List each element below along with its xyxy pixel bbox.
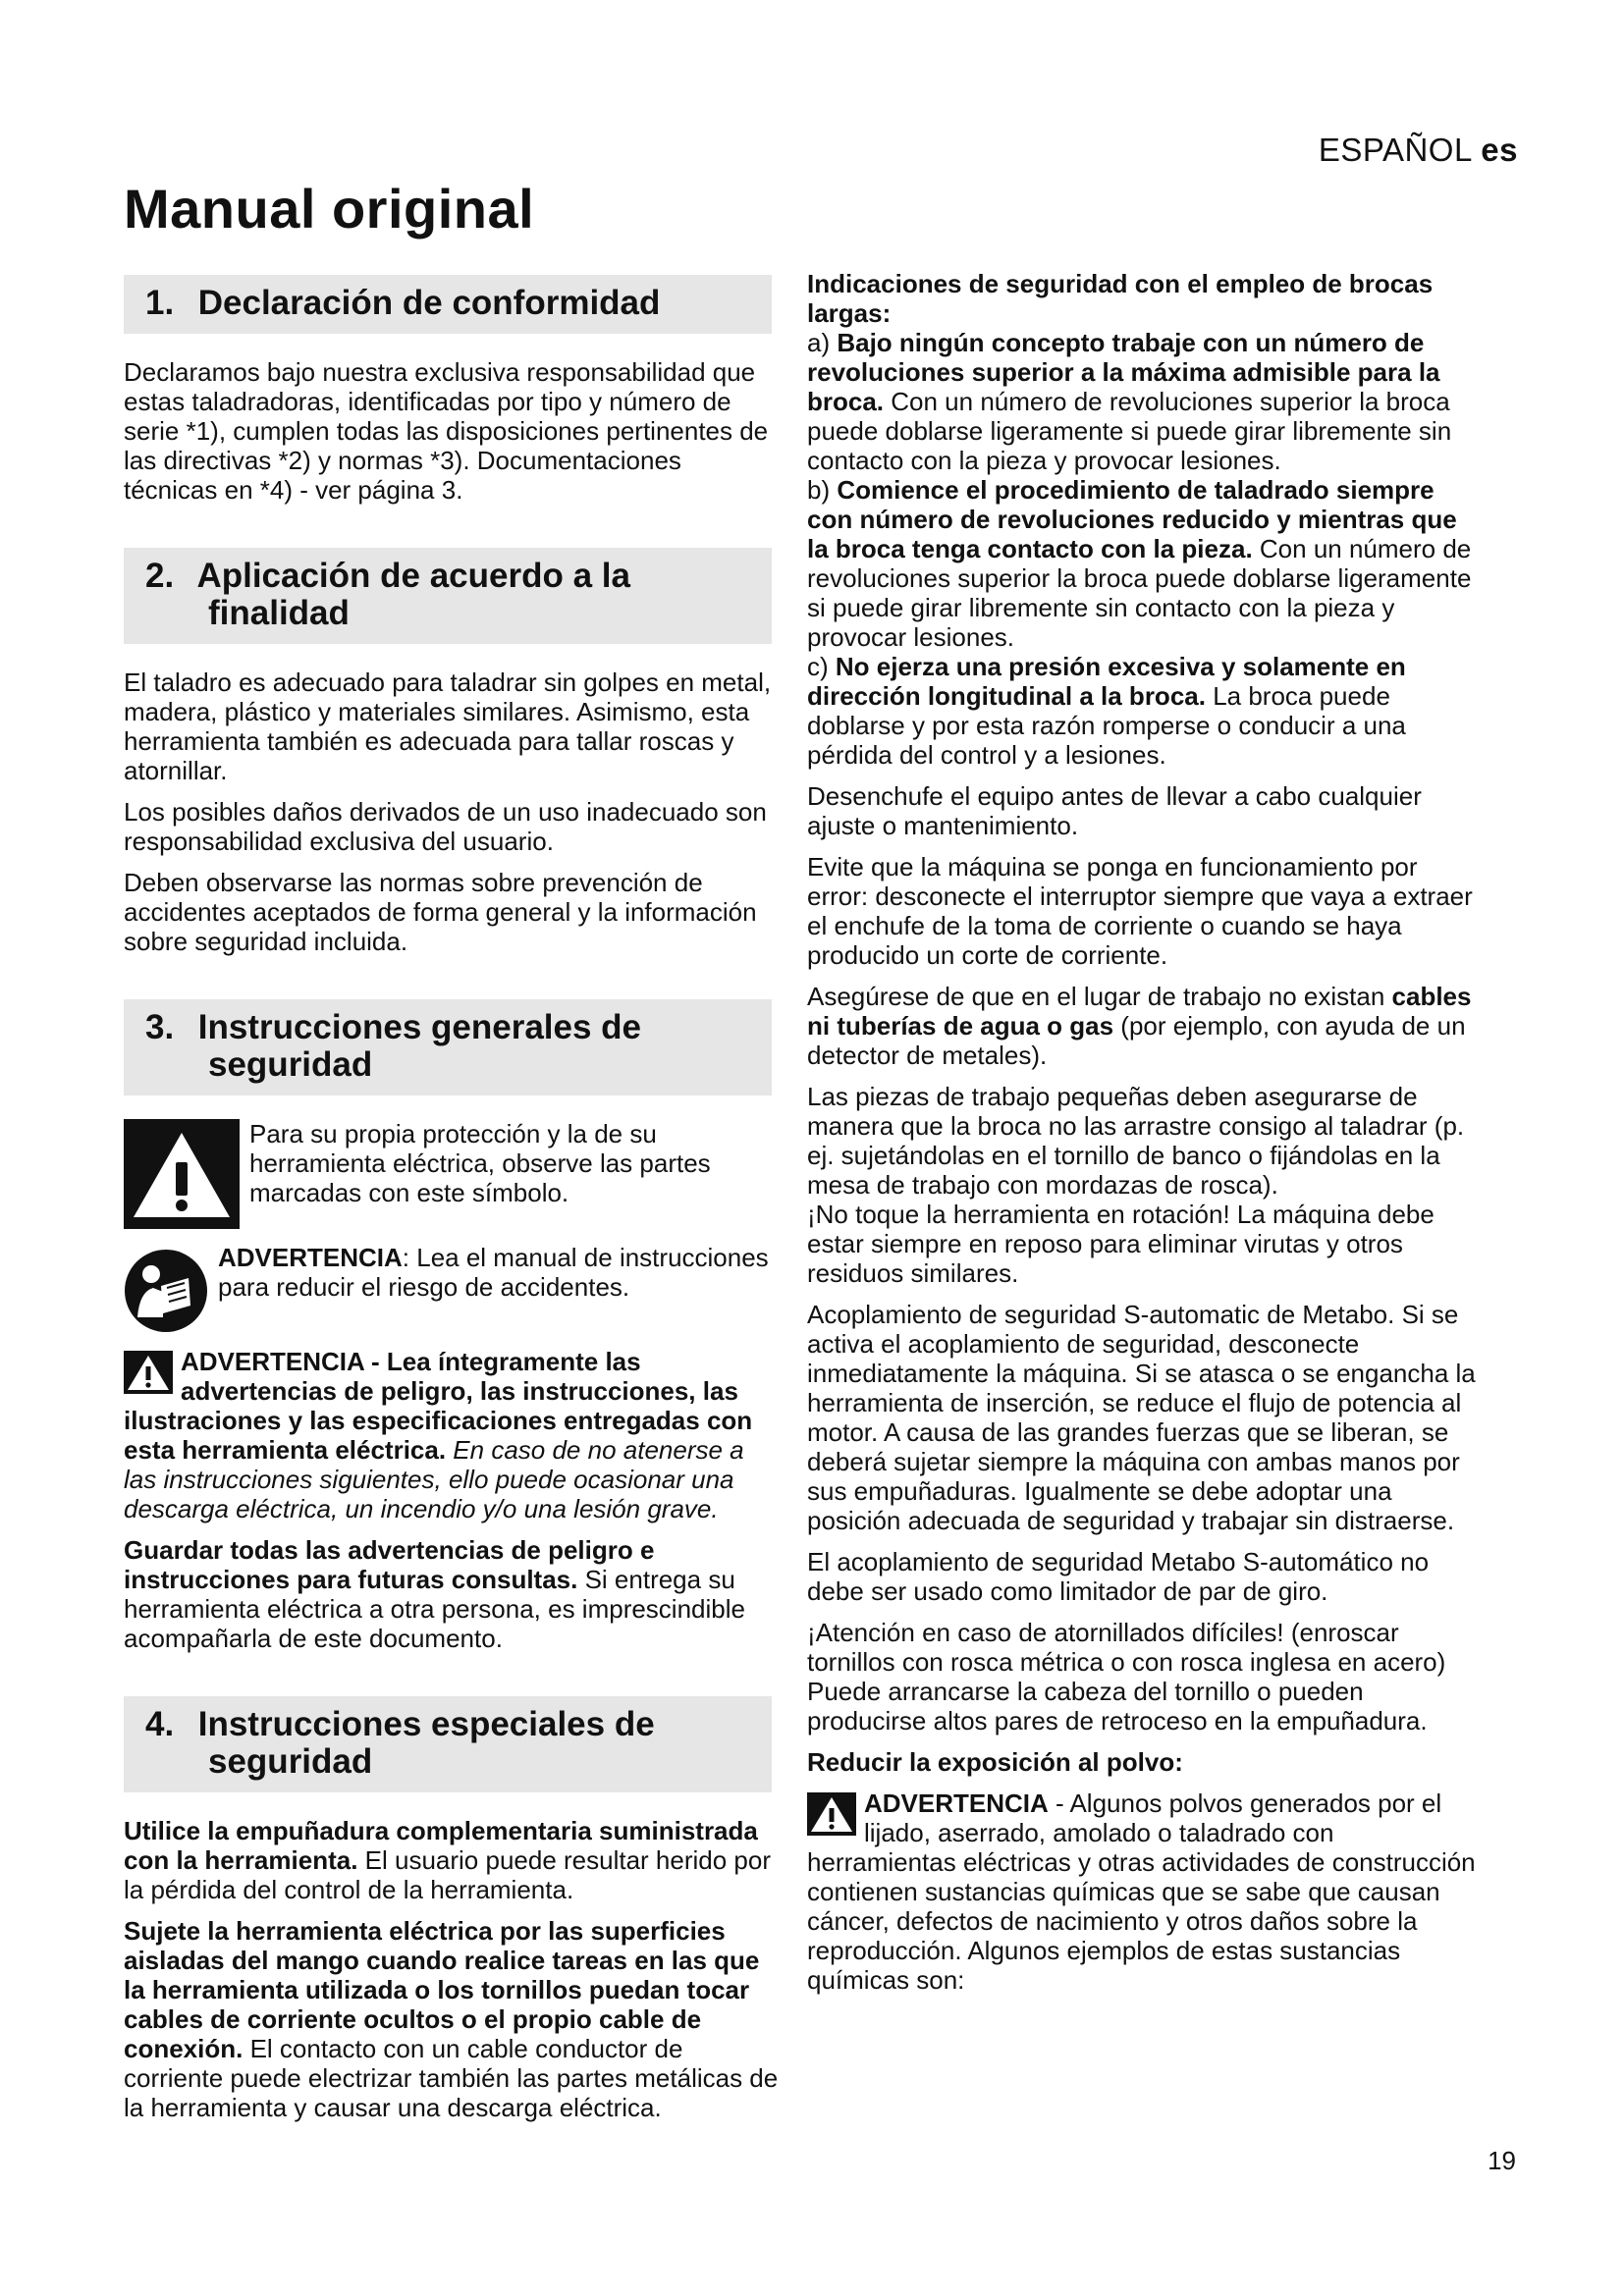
warning-read-all-bold: ADVERTENCIA - Lea íntegramente las advertencias de peligro, las instrucciones, las ilustraciones y las especificaciones entregadas con esta herramienta eléctrica.: [124, 1347, 753, 1465]
read-manual-notice: [124, 1243, 780, 1333]
page-number: 19: [1488, 2146, 1516, 2175]
section-title: Instrucciones especiales de: [197, 1705, 655, 1743]
warning-read-all-italic: En caso de no atenerse a las instrucciones siguientes, ello puede ocasionar una descarga eléctrica, un incendio y/o una lesión grave.: [124, 1435, 744, 1523]
dust-warning-text: - Algunos polvos generados por el lijado, aserrado, amolado o taladrado con herramientas eléctricas y otras actividades de construcción contienen sustancias químicas que se sabe que causan cáncer, defectos de nacimiento y otros daños sobre la reproducción. Algunos ejemplos de estas sustancias químicas son:: [807, 1789, 1476, 1995]
section-heading-4: [124, 1696, 772, 1792]
section-title: Declaración de conformidad: [197, 284, 661, 322]
section-title: Instrucciones generales de: [197, 1008, 642, 1046]
item-a: [807, 328, 1485, 475]
left-column: [124, 267, 780, 2134]
insulated-grip-bold: Sujete la herramienta eléctrica por las superficies aisladas del mango cuando realice tareas en las que la herramienta utilizada o los tornillos puedan tocar cables de corriente ocultos o el propio cable de conexión.: [124, 1916, 760, 2063]
item-c-bold: No ejerza una presión excesiva y solamente en dirección longitudinal a la broca.: [807, 652, 1406, 711]
section-title-cont: seguridad: [208, 1045, 373, 1084]
section-number: 1.: [145, 284, 175, 322]
attention-text: ¡Atención en caso de atornillados difíciles! (enroscar tornillos con rosca métrica o con rosca inglesa en acero) Puede arrancarse la cabeza del tornillo o pueden producirse altos pares de retroceso en la empuñadura.: [807, 1618, 1446, 1735]
symbol-notice-text: Para su propia protección y la de su herramienta eléctrica, observe las partes marcadas con este símbolo.: [249, 1119, 711, 1207]
auxiliary-handle-rest: El usuario puede resultar herido por la pérdida del control de la herramienta.: [124, 1845, 772, 1904]
hidden-cables-bold: cables ni tuberías de agua o gas: [807, 982, 1472, 1041]
warning-read-all: [124, 1347, 780, 1523]
auxiliary-handle-text: [124, 1816, 780, 1904]
avoid-start-text: Evite que la máquina se ponga en funcionamiento por error: desconecte el interruptor siempre que vaya a extraer el enchufe de la toma de corriente o cuando se haya producido un corte de corriente.: [807, 852, 1473, 970]
keep-warnings-bold: Guardar todas las advertencias de peligro e instrucciones para futuras consultas.: [124, 1535, 655, 1594]
intended-use-text: El taladro es adecuado para taladrar sin golpes en metal, madera, plástico y materiales similares. Asimismo, esta herramienta también es adecuada para tallar roscas y atornillar.: [124, 667, 772, 785]
insulated-grip-rest: El contacto con un cable conductor de corriente puede electrizar también las partes metálicas de la herramienta y causar una descarga eléctrica.: [124, 2034, 779, 2122]
accident-rules-text: Deben observarse las normas sobre prevención de accidentes aceptados de forma general y la información sobre seguridad incluida.: [124, 868, 757, 956]
read-manual-bold: ADVERTENCIA: [218, 1243, 403, 1272]
item-c-text: La broca puede doblarse y por esta razón romperse o conducir a una pérdida del control y a lesiones.: [807, 681, 1406, 770]
hidden-cables-post: (por ejemplo, con ayuda de un detector de metales).: [807, 1011, 1466, 1070]
section-number: 3.: [145, 1008, 175, 1046]
hidden-cables-pre: Asegúrese de que en el lugar de trabajo no existan: [807, 982, 1392, 1011]
dust-heading: Reducir la exposición al polvo:: [807, 1747, 1183, 1777]
no-touch-text: ¡No toque la herramienta en rotación! La máquina debe estar siempre en reposo para eliminar virutas y otros residuos similares.: [807, 1200, 1435, 1288]
warning-triangle-icon: [124, 1119, 240, 1229]
s-automatic-limit-text: El acoplamiento de seguridad Metabo S-automático no debe ser usado como limitador de par de giro.: [807, 1547, 1430, 1606]
section-title-cont: seguridad: [208, 1742, 373, 1781]
read-manual-icon: [124, 1249, 208, 1333]
item-a-label: a): [807, 328, 838, 357]
section-heading-3: [124, 999, 772, 1095]
item-b-text: Con un número de revoluciones superior la broca puede doblarse ligeramente si puede girar libremente sin contacto con la pieza y provocar lesiones.: [807, 534, 1472, 652]
keep-warnings-text: Si entrega su herramienta eléctrica a otra persona, es imprescindible acompañarla de este documento.: [124, 1565, 745, 1653]
right-column: [807, 269, 1485, 2006]
small-pieces-text: Las piezas de trabajo pequeñas deben asegurarse de manera que la broca no las arrastre consigo al taladrar (p. ej. sujetándolas en el tornillo de banco o fijándolas en la mesa de trabajo con mordazas de rosca).: [807, 1082, 1465, 1200]
conformity-text: Declaramos bajo nuestra exclusiva responsabilidad que estas taladradoras, identificadas por tipo y número de serie *1), cumplen todas las disposiciones pertinentes de las directivas *2) y normas *3). Documentaciones técnicas en *4) - ver página 3.: [124, 357, 769, 505]
section-heading-2: [124, 548, 772, 644]
unplug-text: Desenchufe el equipo antes de llevar a cabo cualquier ajuste o mantenimiento.: [807, 781, 1422, 840]
insulated-grip-text: [124, 1916, 780, 2122]
section-heading-1: [124, 275, 772, 334]
item-b: [807, 475, 1485, 652]
auxiliary-handle-bold: Utilice la empuñadura complementaria suministrada con la herramienta.: [124, 1816, 758, 1875]
item-b-label: b): [807, 475, 838, 505]
item-c-label: c): [807, 652, 836, 681]
item-c: [807, 652, 1485, 770]
read-manual-rest: : Lea el manual de instrucciones para reducir el riesgo de accidentes.: [218, 1243, 769, 1302]
keep-warnings: [124, 1535, 780, 1653]
language-header: [1319, 132, 1518, 169]
dust-warning: [807, 1789, 1485, 1995]
warning-triangle-icon: [124, 1351, 173, 1394]
symbol-notice: [124, 1119, 780, 1229]
item-a-bold: Bajo ningún concepto trabaje con un número de revoluciones superior a la máxima admisible para la broca.: [807, 328, 1440, 416]
section-title-cont: finalidad: [208, 594, 350, 632]
section-number: 4.: [145, 1705, 175, 1743]
section-number: 2.: [145, 557, 175, 595]
warning-triangle-icon: [807, 1792, 856, 1836]
language-code: es: [1481, 132, 1518, 168]
item-b-bold: Comience el procedimiento de taladrado siempre con número de revoluciones reducido y mientras que la broca tenga contacto con la pieza.: [807, 475, 1457, 563]
hidden-cables-text: [807, 982, 1485, 1070]
page-title: Manual original: [124, 178, 535, 240]
dust-warning-bold: ADVERTENCIA: [864, 1789, 1049, 1818]
section-title: Aplicación de acuerdo a la: [196, 557, 630, 595]
read-manual-text: [218, 1243, 780, 1302]
s-automatic-text: Acoplamiento de seguridad S-automatic de Metabo. Si se activa el acoplamiento de seguridad, desconecte inmediatamente la máquina. Si se atasca o se engancha la herramienta de inserción, se reduce el flujo de potencia al motor. A causa de las grandes fuerzas que se liberan, se deberá sujetar siempre la máquina con ambas manos por sus empuñaduras. Igualmente se debe adoptar una posición adecuada de seguridad y trabajar sin distraerse.: [807, 1300, 1476, 1535]
misuse-text: Los posibles daños derivados de un uso inadecuado son responsabilidad exclusiva del usuario.: [124, 797, 767, 856]
language-label: ESPAÑOL: [1318, 132, 1472, 168]
item-a-text: Con un número de revoluciones superior la broca puede doblarse ligeramente si puede girar libremente sin contacto con la pieza y provocar lesiones.: [807, 387, 1452, 475]
long-bits-heading: Indicaciones de seguridad con el empleo de brocas largas:: [807, 269, 1434, 328]
